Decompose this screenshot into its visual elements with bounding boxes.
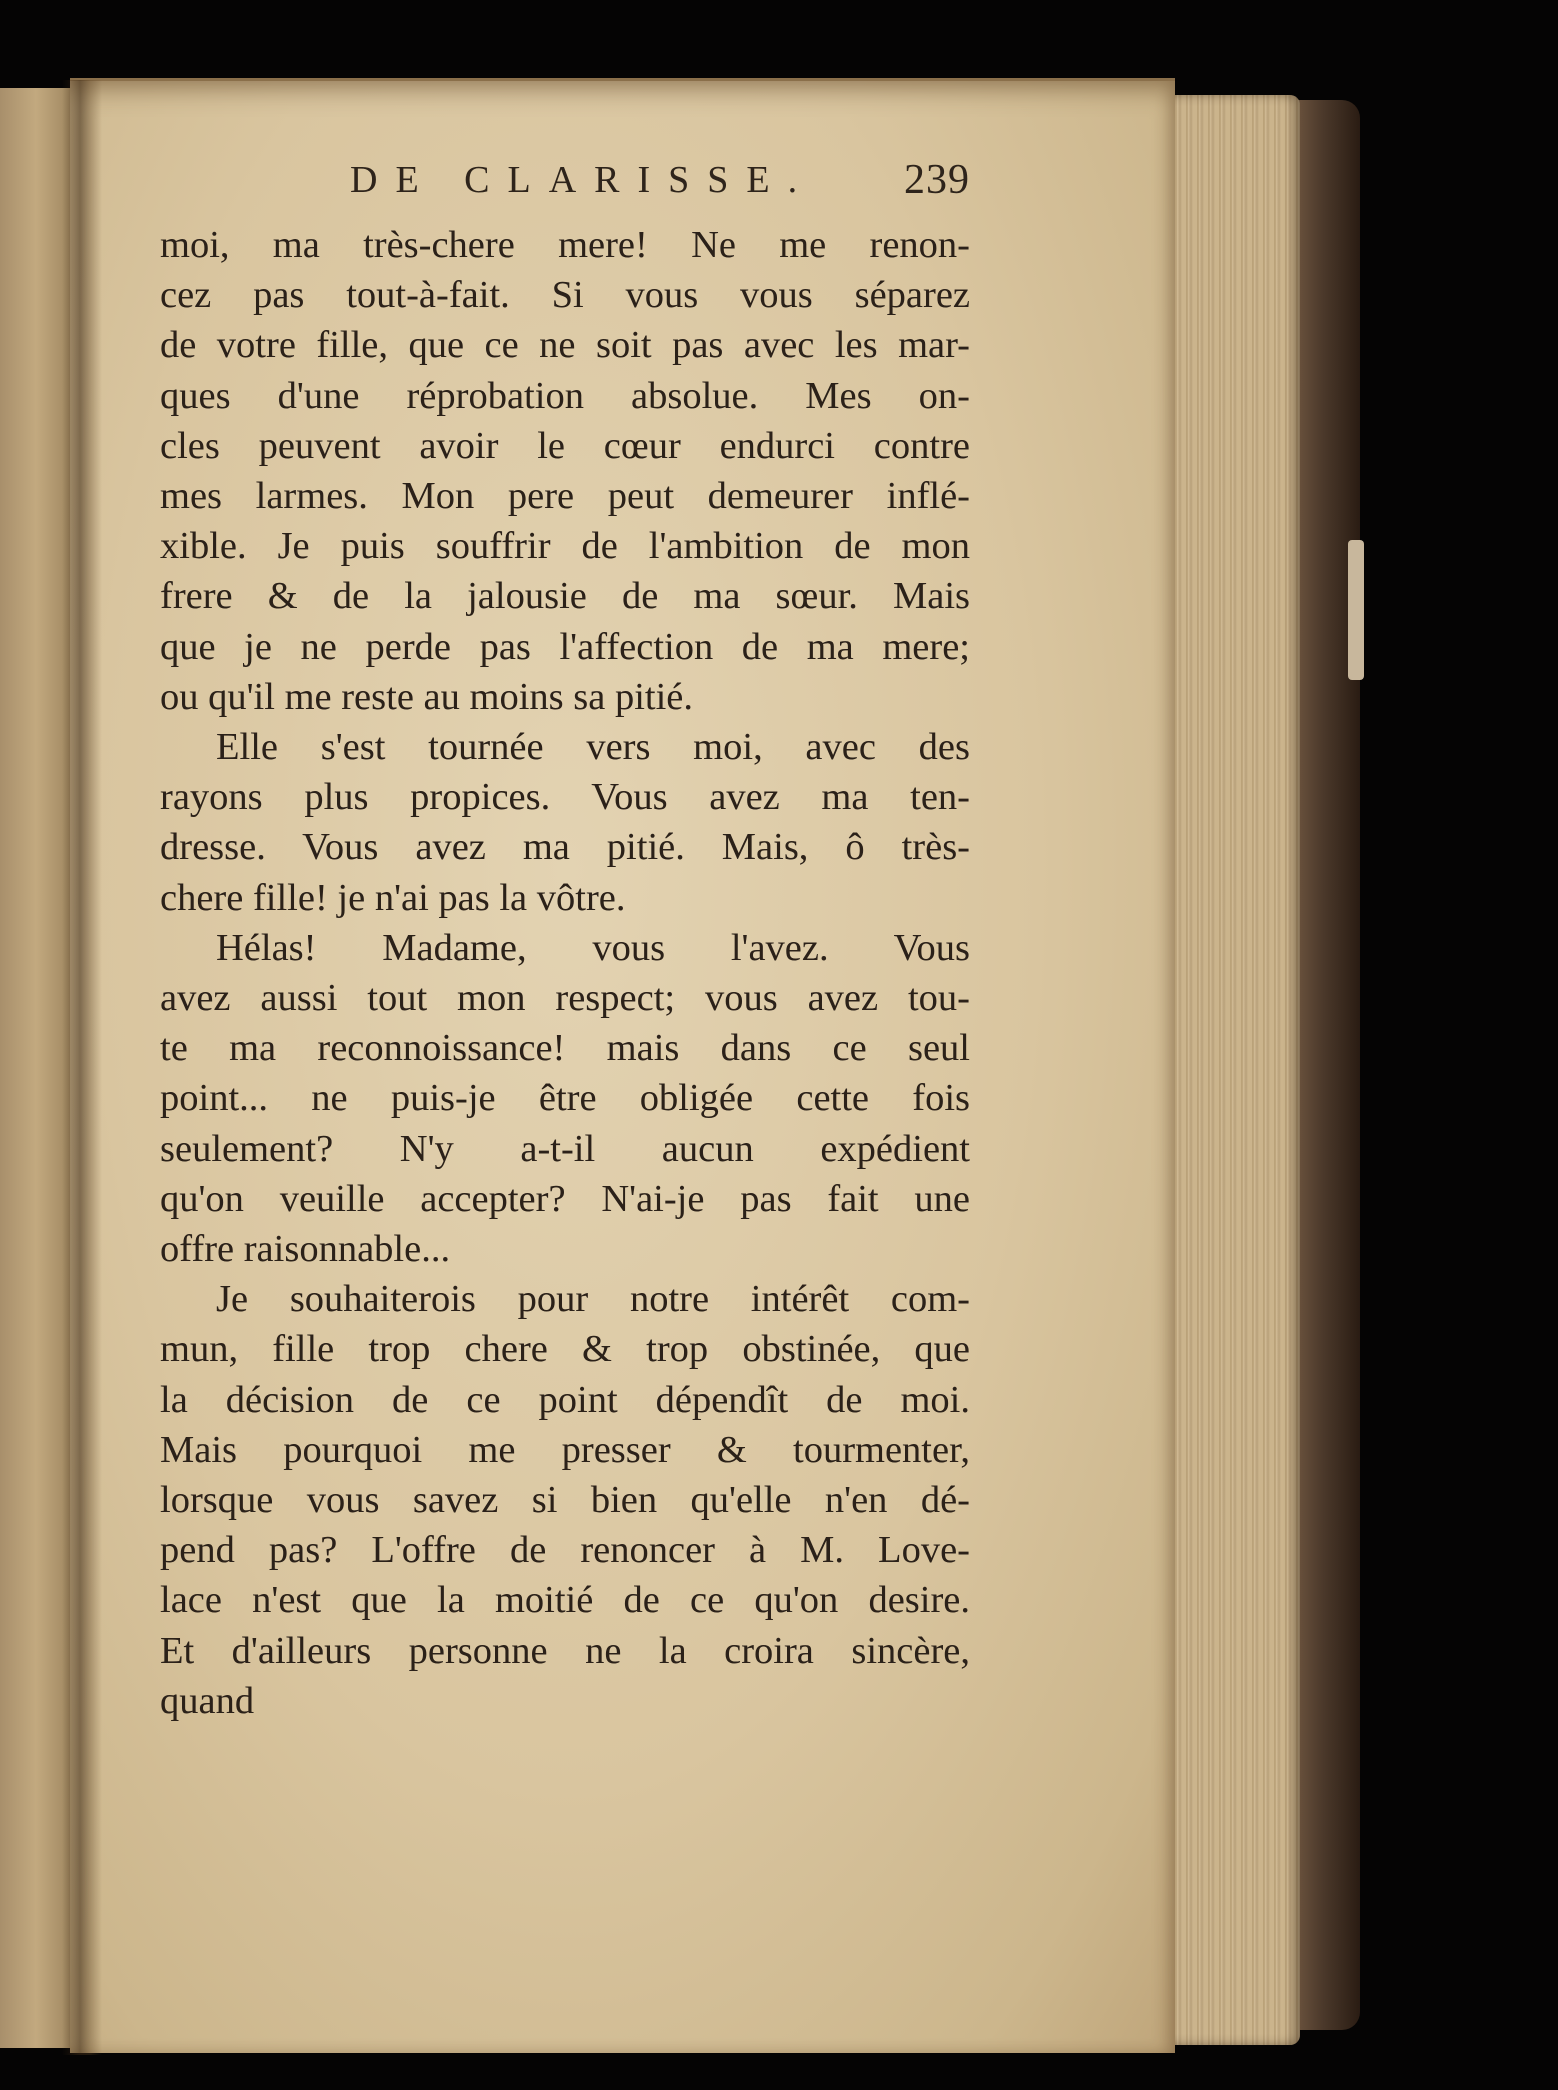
text-line: cles peuvent avoir le cœur endurci contre: [160, 424, 970, 467]
text-line: la décision de ce point dépendît de moi.: [160, 1378, 970, 1421]
paragraph-1: [160, 220, 970, 722]
text-line: xible. Je puis souffrir de l'ambition de mon: [160, 525, 970, 568]
text-line: moi, ma très-chere mere! Ne me renon-: [160, 224, 970, 266]
text-line: lorsque vous savez si bien qu'elle n'en dé-: [160, 1479, 970, 1522]
paragraph-2: [160, 722, 970, 923]
text-line: Hélas! Madame, vous l'avez. Vous: [216, 926, 970, 969]
text-block: [160, 150, 970, 1726]
text-line: Mais pourquoi me presser & tourmenter,: [160, 1428, 970, 1471]
text-line: te ma reconnoissance! mais dans ce seul: [160, 1027, 970, 1070]
text-line: de votre fille, que ce ne soit pas avec les mar-: [160, 324, 970, 367]
text-line: pend pas? L'offre de renoncer à M. Love-: [160, 1529, 970, 1572]
text-line: offre raisonnable...: [160, 1228, 451, 1271]
text-line: mes larmes. Mon pere peut demeurer inflé-: [160, 475, 970, 518]
text-line: Je souhaiterois pour notre intérêt com-: [216, 1278, 970, 1321]
cover-label-patch: [1348, 540, 1364, 680]
page-edges: [1160, 95, 1300, 2045]
catchword: quand: [160, 1679, 255, 1722]
running-head: [160, 150, 970, 220]
body-text: [160, 220, 970, 1726]
text-line: lace n'est que la moitié de ce qu'on desire.: [160, 1579, 970, 1622]
text-line: qu'on veuille accepter? N'ai-je pas fait une: [160, 1177, 970, 1220]
page-number: 239: [904, 157, 970, 203]
text-line: point... ne puis-je être obligée cette fois: [160, 1077, 970, 1120]
gutter-shadow: [62, 80, 102, 2055]
paragraph-4: [160, 1274, 970, 1676]
text-line: ques d'une réprobation absolue. Mes on-: [160, 374, 970, 417]
text-line: mun, fille trop chere & trop obstinée, que: [160, 1328, 970, 1371]
text-line: Elle s'est tournée vers moi, avec des: [216, 726, 970, 769]
text-line: avez aussi tout mon respect; vous avez tou-: [160, 977, 970, 1020]
text-line: seulement? N'y a-t-il aucun expédient: [160, 1127, 970, 1170]
text-line: chere fille! je n'ai pas la vôtre.: [160, 876, 626, 919]
text-line: frere & de la jalousie de ma sœur. Mais: [160, 575, 970, 618]
text-line: rayons plus propices. Vous avez ma ten-: [160, 776, 970, 819]
text-line: cez pas tout-à-fait. Si vous vous séparez: [160, 274, 970, 317]
running-title: DE CLARISSE.: [350, 159, 816, 201]
text-line: ou qu'il me reste au moins sa pitié.: [160, 675, 694, 718]
text-line: Et d'ailleurs personne ne la croira sincère,: [160, 1629, 970, 1672]
text-line: dresse. Vous avez ma pitié. Mais, ô très-: [160, 826, 970, 869]
text-line: que je ne perde pas l'affection de ma mere;: [160, 625, 970, 668]
paragraph-3: [160, 923, 970, 1274]
